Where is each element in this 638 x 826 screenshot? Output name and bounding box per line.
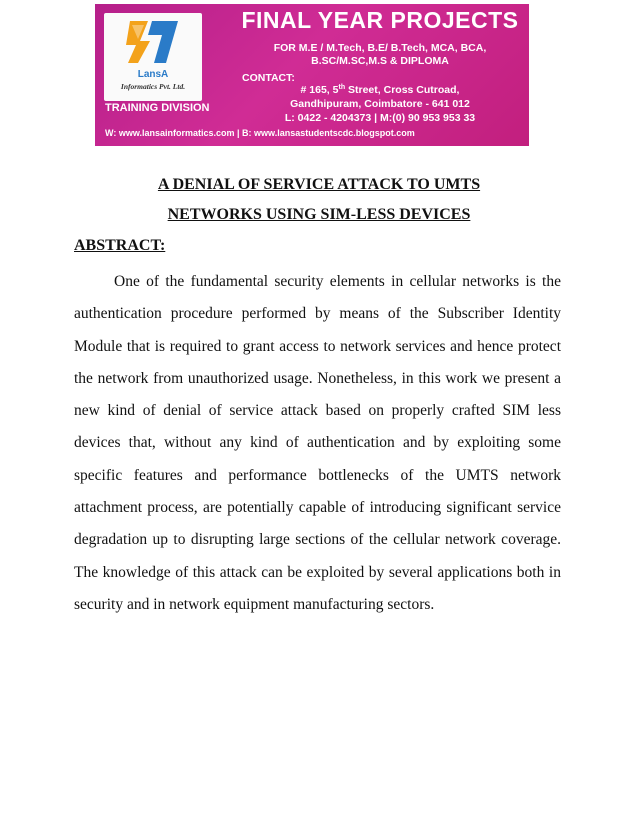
address-line-1 [237, 84, 523, 96]
address-superscript: th [338, 84, 346, 91]
training-division-label: TRAINING DIVISION [105, 102, 210, 114]
logo-tagline: Informatics Pvt. Ltd. [120, 82, 186, 91]
address-street: Street, Cross Cutroad, [345, 84, 460, 96]
abstract-heading: ABSTRACT: [74, 237, 166, 254]
courses-line-2: B.SC/M.SC,M.S & DIPLOMA [311, 55, 449, 67]
website-line: W: www.lansainformatics.com | B: www.lansastudentscdc.blogspot.com [105, 128, 415, 138]
document-title-line-1: A DENIAL OF SERVICE ATTACK TO UMTS [157, 176, 481, 193]
contact-label: CONTACT: [242, 72, 295, 84]
courses-line-1: FOR M.E / M.Tech, B.E/ B.Tech, MCA, BCA, [273, 42, 487, 54]
address-number: # 165, 5 [300, 84, 339, 96]
lansa-logo-icon [124, 17, 182, 67]
phone-line: L: 0422 - 4204373 | M:(0) 90 953 953 33 [284, 112, 476, 124]
document-title-line-2: NETWORKS USING SIM-LESS DEVICES [167, 206, 471, 223]
abstract-paragraph: One of the fundamental security elements in cellular networks is the authentication procedure performed by means of the Subscriber Identity Module that is required to grant access to network services and hence protect the network from unauthorized usage. Nonetheless, in this work we present a new kind of denial of service attack based on properly crafted SIM less devices that, without any kind of authentication and by exploiting some specific features and performance bottlenecks of the UMTS network attachment process, are potentially capable of introducing significant service degradation up to disrupting large sections of the cellular network coverage. The knowledge of this attack can be exploited by several applications both in security and in network equipment manufacturing sectors. [74, 273, 561, 613]
logo-name: LansA [137, 69, 169, 80]
company-logo [104, 13, 202, 101]
header-banner [95, 4, 529, 146]
address-line-2: Gandhipuram, Coimbatore - 641 012 [290, 98, 470, 110]
banner-title: FINAL YEAR PROJECTS [241, 7, 519, 33]
